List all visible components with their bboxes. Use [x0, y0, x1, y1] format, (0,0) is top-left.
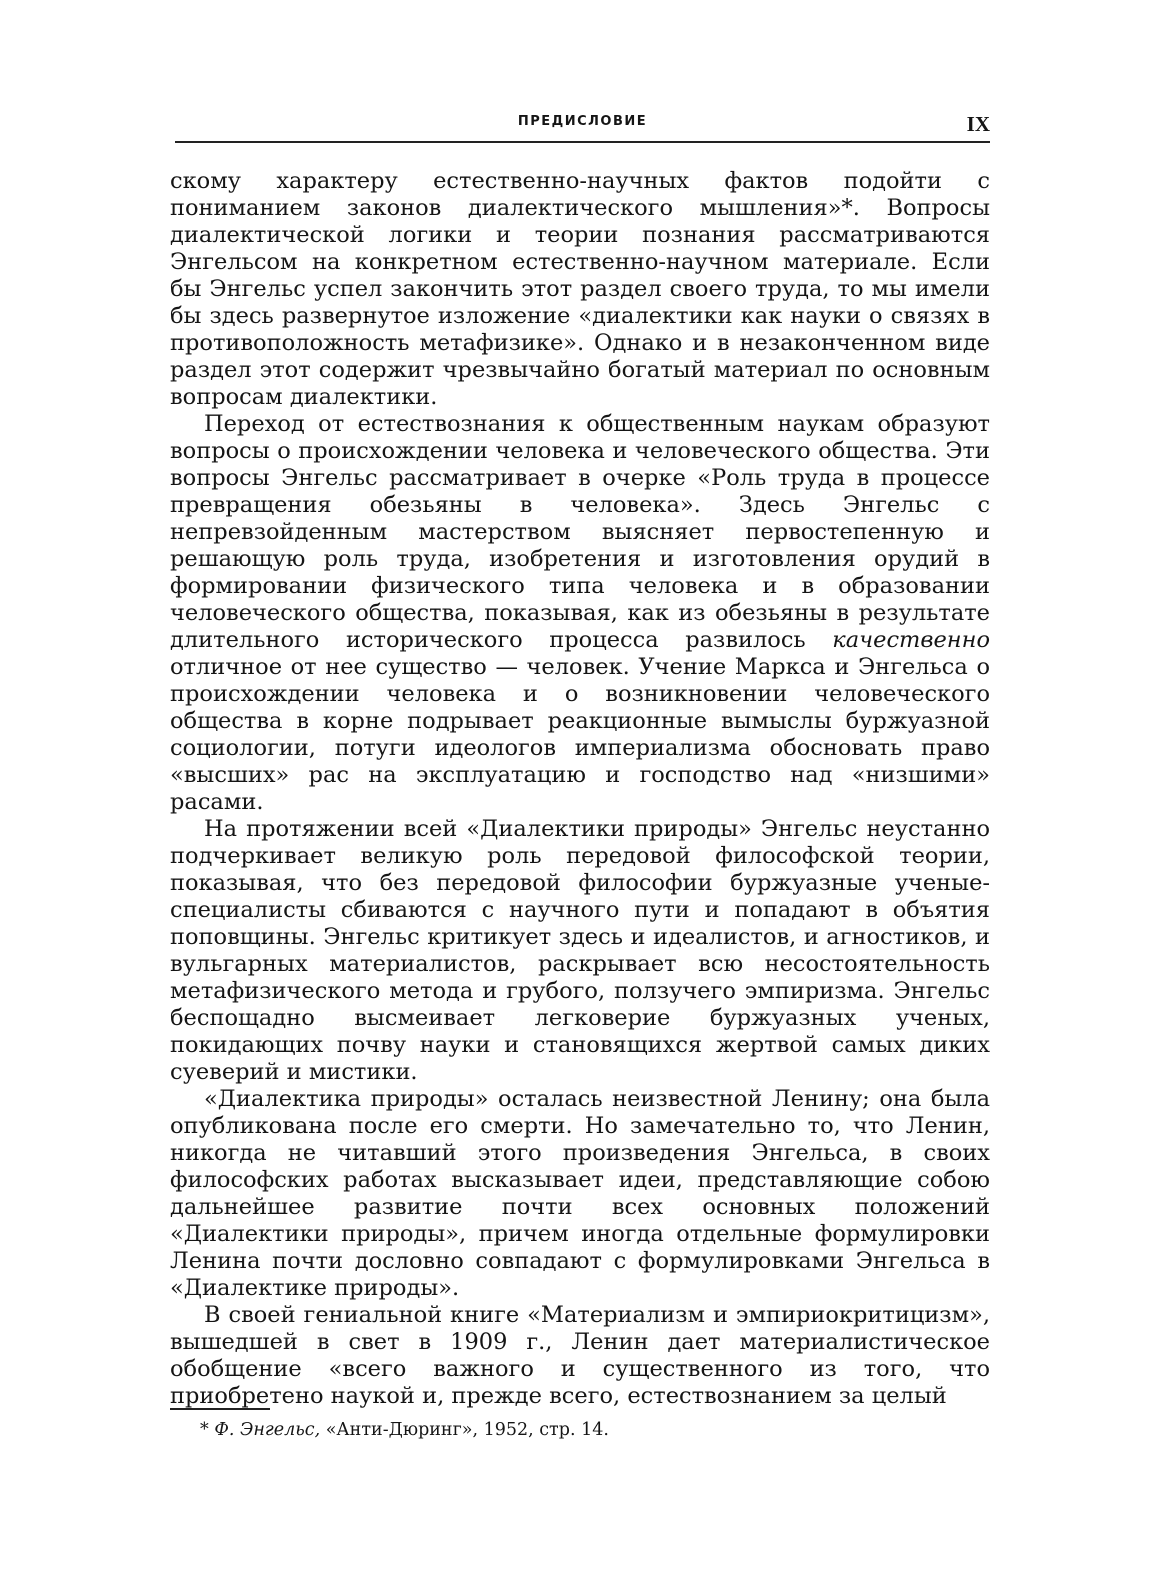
running-head: ПРЕДИСЛОВИЕ — [517, 114, 648, 129]
footnote-rule — [170, 1408, 270, 1410]
header-rule — [175, 141, 990, 143]
footnote — [200, 1418, 609, 1442]
footnote-source: «Анти-Дюринг», 1952, стр. 14. — [325, 1420, 609, 1440]
footnote-marker: * — [200, 1420, 209, 1440]
page-header — [175, 108, 990, 144]
page-number: IX — [966, 112, 990, 136]
paragraph-3: На протяжении всей «Диалектики природы» Энгельс неустанно подчеркивает великую роль передовой философской теории, показывая, что без передовой философии буржуазные ученые-специалисты сбиваются с научного пути и попадают в объятия поповщины. Энгельс критикует здесь и идеалистов, и агностиков, и вульгарных материалистов, раскрывает всю несостоятельность метафизического метода и грубого, ползучего эмпиризма. Энгельс беспощадно высмеивает легковерие буржуазных ученых, покидающих почву науки и становящихся жертвой самых диких суеверий и мистики. — [170, 816, 990, 1085]
emphasis-kachestvenno: качественно — [832, 627, 990, 653]
footnote-author: Ф. Энгельс, — [214, 1420, 321, 1440]
paragraph-2-part-2: отличное от нее существо — человек. Учение Маркса и Энгельса о происхождении человека и о возникновении человеческого общества в корне подрывает реакционные вымыслы буржуазной социологии, потуги идеологов империализма обосновать право «высших» рас на эксплуатацию и господство над «низшими» расами. — [170, 654, 990, 815]
paragraph-4: «Диалектика природы» осталась неизвестной Ленину; она была опубликована после его смерти. Но замечательно то, что Ленин, никогда не читавший этого произведения Энгельса, в своих философских работах высказывает идеи, представляющие собою дальнейшее развитие почти всех основных положений «Диалектики природы», причем иногда отдельные формулировки Ленина почти дословно совпадают с формулировками Энгельса в «Диалектике природы». — [170, 1086, 990, 1301]
paragraph-2-part-1: Переход от естествознания к общественным наукам образуют вопросы о происхождении человека и человеческого общества. Эти вопросы Энгельс рассматривает в очерке «Роль труда в процессе превращения обезьяны в человека». Здесь Энгельс с непревзойденным мастерством выясняет первостепенную и решающую роль труда, изобретения и изготовления орудий в формировании физического типа человека и в образовании человеческого общества, показывая, как из обезьяны в результате длительного исторического процесса развилось — [170, 411, 990, 653]
paragraph-5: В своей гениальной книге «Материализм и эмпириокритицизм», вышедшей в свет в 1909 г., Ленин дает материалистическое обобщение «всего важного и существенного из того, что приобретено наукой и, прежде всего, естествознанием за целый — [170, 1302, 990, 1409]
main-text — [170, 168, 990, 1410]
paragraph-2 — [170, 411, 990, 816]
paragraph-1: скому характеру естественно-научных фактов подойти с пониманием законов диалектического мышления»*. Вопросы диалектической логики и теории познания рассматриваются Энгельсом на конкретном естественно-научном материале. Если бы Энгельс успел закончить этот раздел своего труда, то мы имели бы здесь развернутое изложение «диалектики как науки о связях в противоположность метафизике». Однако и в незаконченном виде раздел этот содержит чрезвычайно богатый материал по основным вопросам диалектики. — [170, 168, 990, 410]
